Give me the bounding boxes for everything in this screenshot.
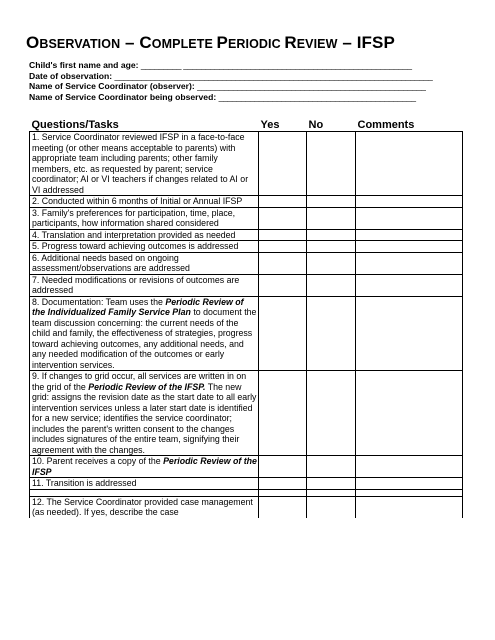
table-row	[30, 196, 463, 208]
header-fields	[29, 60, 465, 103]
table-row	[30, 207, 463, 229]
task-cell: 7. Needed modifications or revisions of outcomes are addressed	[30, 274, 259, 296]
task-cell: 12. The Service Coordinator provided case management (as needed). If yes, describe the case	[30, 496, 259, 518]
task-cell: 10. Parent receives a copy of the Periodic Review of the IFSP	[30, 456, 259, 478]
table-row	[30, 229, 463, 241]
task-cell: 11. Transition is addressed	[30, 478, 259, 490]
yes-cell[interactable]	[259, 478, 307, 490]
comments-cell[interactable]	[356, 496, 463, 518]
yes-cell[interactable]	[259, 196, 307, 208]
yes-cell[interactable]	[259, 241, 307, 253]
table-row	[30, 478, 463, 490]
yes-cell[interactable]	[259, 252, 307, 274]
task-cell: 3. Family's preferences for participation, time, place, participants, how information shared considered	[30, 207, 259, 229]
comments-cell[interactable]	[356, 478, 463, 490]
no-cell[interactable]	[307, 478, 356, 490]
task-cell: 4. Translation and interpretation provided as needed	[30, 229, 259, 241]
col-header-task: Questions/Tasks	[30, 119, 259, 132]
yes-cell[interactable]	[259, 207, 307, 229]
comments-cell[interactable]	[356, 296, 463, 371]
yes-cell[interactable]	[259, 274, 307, 296]
task-cell: 9. If changes to grid occur, all services are written in on the grid of the Periodic Review of the IFSP. The new grid: assigns the revision date as the start date to all early intervention services unless a later start date is identified for a new service; identifies the service coordinator; includes the parent's written consent to the changes includes signatures of the entire team, signifying their agreement with the changes.	[30, 371, 259, 456]
task-cell: 5. Progress toward achieving outcomes is addressed	[30, 241, 259, 253]
table-row	[30, 456, 463, 478]
comments-cell[interactable]	[356, 456, 463, 478]
no-cell[interactable]	[307, 252, 356, 274]
table-row	[30, 371, 463, 456]
comments-cell[interactable]	[356, 132, 463, 196]
yes-cell[interactable]	[259, 371, 307, 456]
comments-cell[interactable]	[356, 207, 463, 229]
yes-cell[interactable]	[259, 296, 307, 371]
task-cell: 6. Additional needs based on ongoing assessment/observations are addressed	[30, 252, 259, 274]
no-cell[interactable]	[307, 196, 356, 208]
table-row	[30, 252, 463, 274]
col-header-yes: Yes	[259, 119, 307, 132]
no-cell[interactable]	[307, 207, 356, 229]
comments-cell[interactable]	[356, 252, 463, 274]
comments-cell[interactable]	[356, 274, 463, 296]
observer-name-field[interactable]: Name of Service Coordinator (observer): ___________________________________________________	[29, 81, 426, 92]
col-header-comments: Comments	[356, 119, 463, 132]
no-cell[interactable]	[307, 496, 356, 518]
row-spacer	[30, 489, 463, 496]
no-cell[interactable]	[307, 274, 356, 296]
comments-cell[interactable]	[356, 196, 463, 208]
yes-cell[interactable]	[259, 132, 307, 196]
table-header-row	[30, 119, 463, 132]
child-name-age-field[interactable]: Child's first name and age: _________ ___________________________________________________	[29, 60, 412, 70]
task-cell: 8. Documentation: Team uses the Periodic Review of the Individualized Family Service Plan to document the team discussion concerning: the current needs of the child and family, the effectiveness of strategies, progress toward achieving outcomes, any additional needs, and any needed modification of the outcomes or early intervention services.	[30, 296, 259, 371]
comments-cell[interactable]	[356, 371, 463, 456]
document-title: OBSERVATION – COMPLETE PERIODIC REVIEW – IFSP	[26, 33, 395, 52]
yes-cell[interactable]	[259, 456, 307, 478]
table-row	[30, 132, 463, 196]
no-cell[interactable]	[307, 371, 356, 456]
table-row	[30, 496, 463, 518]
yes-cell[interactable]	[259, 229, 307, 241]
no-cell[interactable]	[307, 296, 356, 371]
no-cell[interactable]	[307, 241, 356, 253]
no-cell[interactable]	[307, 229, 356, 241]
no-cell[interactable]	[307, 456, 356, 478]
yes-cell[interactable]	[259, 496, 307, 518]
no-cell[interactable]	[307, 132, 356, 196]
table-row	[30, 241, 463, 253]
table-row	[30, 296, 463, 371]
comments-cell[interactable]	[356, 229, 463, 241]
task-cell: 1. Service Coordinator reviewed IFSP in a face-to-face meeting (or other means acceptable to parents) with appropriate team including parents; other family members, etc. as requested by parent; service coordinator; AI or VI teachers if changes related to AI or VI addressed	[30, 132, 259, 196]
table-row	[30, 274, 463, 296]
comments-cell[interactable]	[356, 241, 463, 253]
review-table	[29, 119, 463, 518]
observed-coordinator-name-field[interactable]: Name of Service Coordinator being observed: ____________________________________________	[29, 92, 416, 103]
task-cell: 2. Conducted within 6 months of Initial or Annual IFSP	[30, 196, 259, 208]
observation-date-field[interactable]: Date of observation: _______________________________________________________________________	[29, 70, 433, 81]
col-header-no: No	[307, 119, 356, 132]
